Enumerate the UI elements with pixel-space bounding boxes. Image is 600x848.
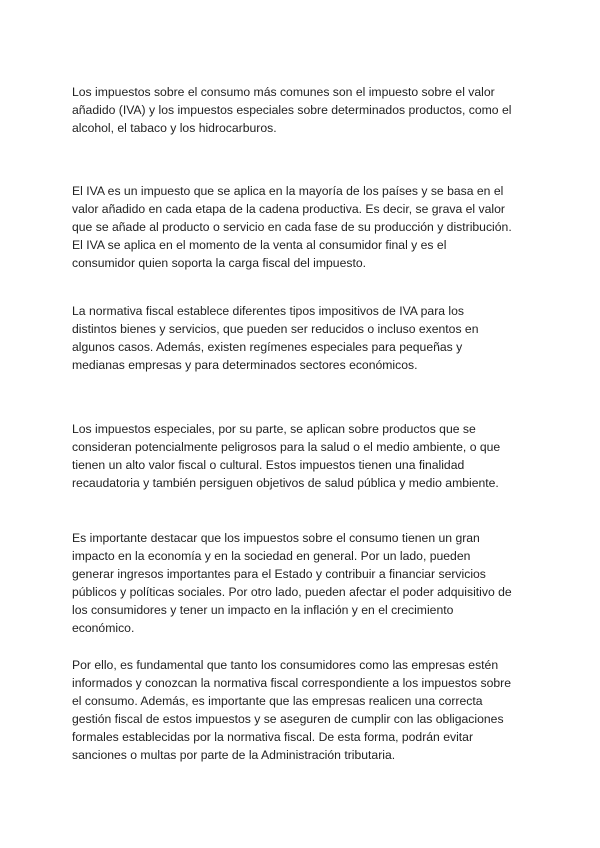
paragraph-iva-rates: La normativa fiscal establece diferentes tipos impositivos de IVA para los distintos bienes y servicios, que pueden ser reducidos o incluso exentos en algunos casos. Además, existen regímenes especiales para pequeñas y medianas empresas y para determinados sectores económicos.: [72, 304, 479, 372]
paragraph-consumption-taxes: Los impuestos sobre el consumo más comunes son el impuesto sobre el valor añadido (IVA) y los impuestos especiales sobre determinados productos, como el alcohol, el tabaco y los hidrocarburos.: [72, 85, 512, 135]
paragraph-economic-impact: Es importante destacar que los impuestos sobre el consumo tienen un gran impacto en la economía y en la sociedad en general. Por un lado, pueden generar ingresos importantes para el Estado y contribuir a financiar servicios públicos y políticas sociales. Por otro lado, pueden afectar el poder adquisitivo de los consumidores y tener un impacto en la inflación y en el crecimiento económico.: [72, 531, 512, 635]
paragraph-iva-definition: El IVA es un impuesto que se aplica en la mayoría de los países y se basa en el valor añadido en cada etapa de la cadena productiva. Es decir, se grava el valor que se añade al producto o servicio en cada fase de su producción y distribución. El IVA se aplica en el momento de la venta al consumidor final y es el consumidor quien soporta la carga fiscal del impuesto.: [72, 184, 512, 270]
paragraph-conclusion: Por ello, es fundamental que tanto los consumidores como las empresas estén informados y conozcan la normativa fiscal correspondiente a los impuestos sobre el consumo. Además, es importante que las empresas realicen una correcta gestión fiscal de estos impuestos y se aseguren de cumplir con las obligaciones formales establecidas por la normativa fiscal. De esta forma, podrán evitar sanciones o multas por parte de la Administración tributaria.: [72, 658, 511, 762]
paragraph-special-taxes: Los impuestos especiales, por su parte, se aplican sobre productos que se consideran potencialmente peligrosos para la salud o el medio ambiente, o que tienen un alto valor fiscal o cultural. Estos impuestos tienen una finalidad recaudatoria y también persiguen objetivos de salud pública y medio ambiente.: [72, 422, 501, 490]
